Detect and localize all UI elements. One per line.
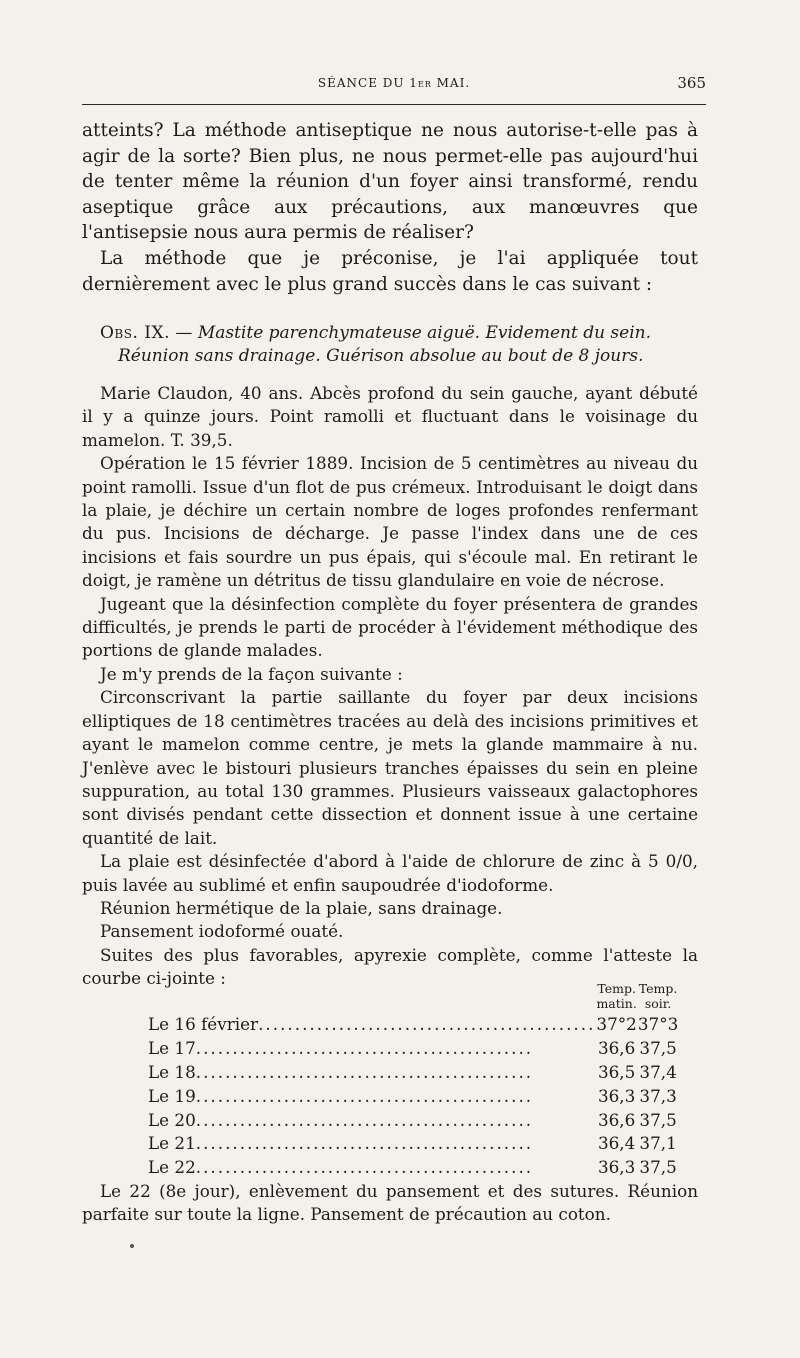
evening-temp: 37,5 [639,1157,677,1178]
observation-heading [100,322,696,368]
dot-leader: .............................................. [195,1085,534,1106]
morning-temp: 37°2 [596,1013,637,1034]
row-date [148,1131,595,1155]
case-paragraph-7: Réunion hermétique de la plaie, sans drainage. [100,897,503,918]
page-number: 365 [677,74,706,92]
row-date [148,1012,595,1036]
dot-leader: .............................................. [258,1013,596,1034]
observation-title-line-1: Mastite parenchymateuse aiguë. Evidement du sein. [197,323,652,343]
table-row [148,1036,678,1060]
morning-temp: 36,3 [597,1157,636,1178]
temperature-table-header [148,980,678,1012]
date-label: Le 19 [148,1085,196,1106]
table-row [148,1084,678,1108]
header-title: SÉANCE DU 1er MAI. [317,76,471,90]
header-evening: Temp. soir. [638,981,678,1011]
table-row [148,1060,678,1084]
table-row [148,1012,678,1036]
date-label: Le 20 [148,1109,196,1130]
header-rule [82,104,706,105]
case-paragraph-5: Circonscrivant la partie saillante du foyer par deux incisions elliptiques de 18 centimètres tracées au delà des incisions primitives et ayant le mamelon comme centre, je mets la glande mammaire à nu. J'enlève avec le bistouri plusieurs tranches épaisses du sein en pleine suppuration, au total 130 grammes. Plusieurs vaisseaux galactophores sont divisés pendant cette dissection et donnent issue à une certaine quantité de lait. [82,687,698,848]
evening-temp: 37,3 [639,1085,677,1106]
date-label: Le 17 [148,1037,196,1058]
dot-leader: .............................................. [195,1109,534,1130]
dot-leader: .............................................. [195,1061,534,1082]
intro-text [82,118,698,297]
case-paragraph-6: La plaie est désinfectée d'abord à l'aide de chlorure de zinc à 5 0/0, puis lavée au sublimé et enfin saupoudrée d'iodoforme. [82,851,698,895]
observation-label: Obs. IX. [100,323,171,343]
table-row [148,1155,678,1179]
dot-leader: .............................................. [195,1133,534,1154]
evening-temp: 37,5 [639,1109,677,1130]
row-date [148,1084,595,1108]
intro-paragraph-2: La méthode que je préconise, je l'ai appliquée tout dernièrement avec le plus grand succès dans le cas suivant : [82,247,698,295]
running-header [82,70,706,98]
dot-leader: .............................................. [195,1037,534,1058]
header-morning: Temp. matin. [596,981,637,1011]
row-date [148,1060,595,1084]
case-paragraph-9: Suites des plus favorables, apyrexie complète, comme l'atteste la courbe ci-jointe : [82,944,698,989]
case-paragraph-1: Marie Claudon, 40 ans. Abcès profond du sein gauche, ayant débuté il y a quinze jours. Point ramolli et fluctuant dans le voisinage du mamelon. T. 39,5. [82,383,698,450]
header-spacer [148,980,595,1012]
table-row [148,1131,678,1155]
ink-speck [130,1244,134,1248]
row-date [148,1108,595,1132]
evening-temp: 37,1 [639,1133,677,1154]
morning-temp: 36,3 [597,1085,636,1106]
observation-dash: — [170,323,198,343]
case-report [82,382,698,991]
date-label: Le 22 [148,1157,196,1178]
temperature-table [148,980,678,1179]
date-label: Le 21 [148,1133,196,1154]
closing-paragraph: Le 22 (8e jour), enlèvement du pansement et des sutures. Réunion parfaite sur toute la ligne. Pansement de précaution au coton. [82,1181,698,1225]
table-row [148,1108,678,1132]
morning-temp: 36,6 [597,1109,636,1130]
date-label: Le 16 février [148,1013,259,1034]
row-date [148,1036,595,1060]
observation-title-line-2: Réunion sans drainage. Guérison absolue au bout de 8 jours. [118,346,644,366]
case-paragraph-8: Pansement iodoformé ouaté. [100,921,344,942]
date-label: Le 18 [148,1061,196,1082]
closing-text [82,1180,698,1227]
intro-paragraph-1: atteints? La méthode antiseptique ne nous autorise-t-elle pas à agir de la sorte? Bien plus, ne nous permet-elle pas aujourd'hui de tenter même la réunion d'un foyer ainsi transformé, rendu aseptique grâce aux précautions, aux manœuvres que l'antisepsie nous aura permis de réaliser? [82,120,698,244]
case-paragraph-2: Opération le 15 février 1889. Incision de 5 centimètres au niveau du point ramolli. Issue d'un flot de pus crémeux. Introduisant le doigt dans la plaie, je déchire un certain nombre de loges profondes renfermant du pus. Incisions de décharge. Je passe l'index dans une de ces incisions et fais sourdre un pus épais, qui s'écoule mal. En retirant le doigt, je ramène un détritus de tissu glandulaire en voie de nécrose. [82,453,698,591]
case-paragraph-3: Jugeant que la désinfection complète du foyer présentera de grandes difficultés, je prends le parti de procéder à l'évidement méthodique des portions de glande malades. [82,593,698,661]
evening-temp: 37,5 [639,1037,677,1058]
case-paragraph-4: Je m'y prends de la façon suivante : [100,663,403,684]
row-date [148,1155,595,1179]
morning-temp: 36,5 [597,1061,636,1082]
morning-temp: 36,4 [597,1133,636,1154]
morning-temp: 36,6 [597,1037,636,1058]
evening-temp: 37,4 [639,1061,677,1082]
evening-temp: 37°3 [637,1013,679,1034]
dot-leader: .............................................. [195,1157,534,1178]
